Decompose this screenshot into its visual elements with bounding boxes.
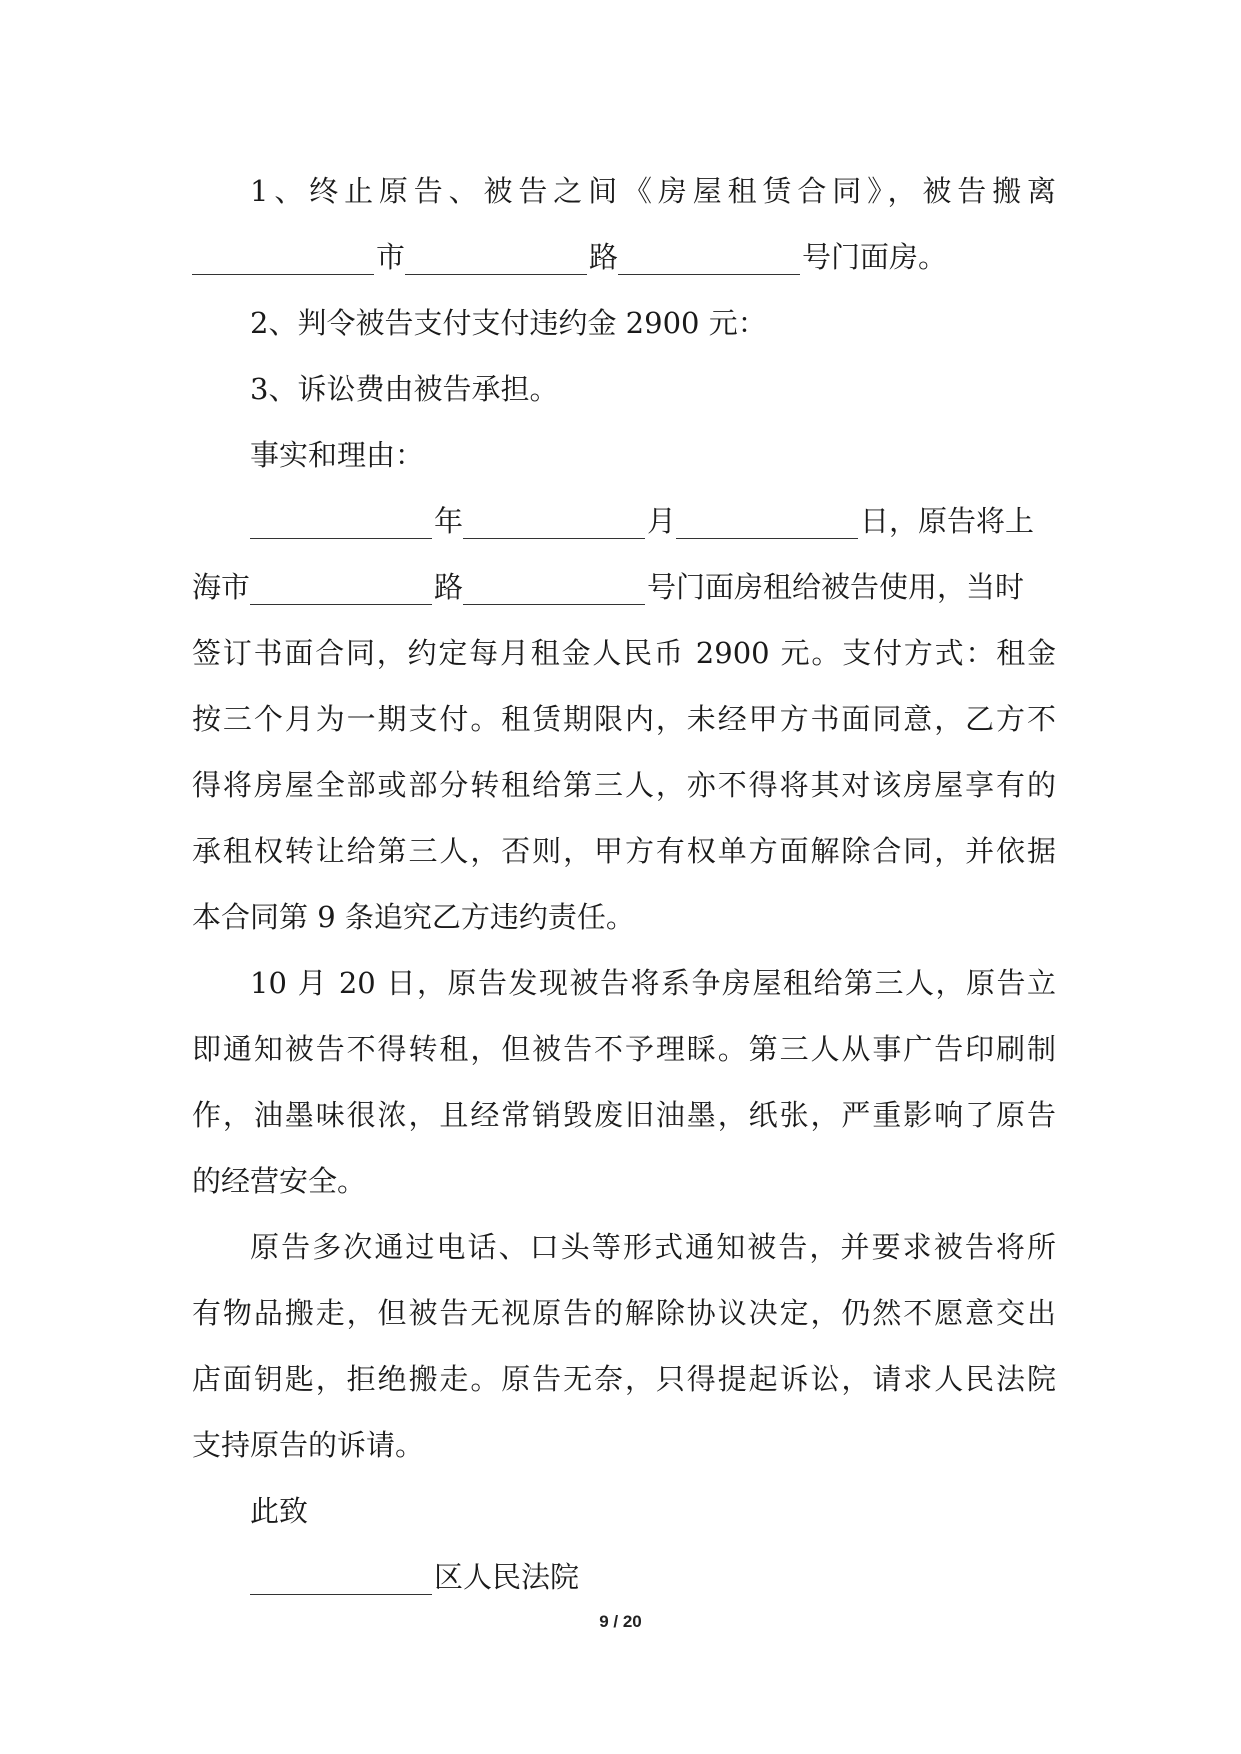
month-suffix: 月 [647,504,677,538]
claim-item-1-address [192,224,1056,290]
day-rest: 日，原告将上 [860,504,1035,538]
court-suffix: 区人民法院 [434,1560,580,1594]
facts-line-2-road: 路 [434,570,464,604]
document-body [192,158,1056,1610]
blank-number [618,273,800,275]
facts-line-2-end: 号门面房租给被告使用，当时 [647,570,1025,604]
paragraph-2-line-4: 的经营安全。 [192,1164,367,1198]
blank-road [405,273,587,275]
address-end: 号门面房。 [802,240,948,274]
paragraph-2-line-2: 即通知被告不得转租，但被告不予理睬。第三人从事广告印刷制 [192,1032,1056,1066]
closing-salutation: 此致 [250,1494,309,1528]
blank-district [250,1593,432,1595]
facts-line-6: 承租权转让给第三人，否则，甲方有权单方面解除合同，并依据 [192,834,1056,868]
claim-item-1: 1、终止原告、被告之间《房屋租赁合同》，被告搬离 [250,174,1056,208]
paragraph-3-line-3: 店面钥匙，拒绝搬走。原告无奈，只得提起诉讼，请求人民法院 [192,1362,1056,1396]
paragraph-3-line-1: 原告多次通过电话、口头等形式通知被告，并要求被告将所 [250,1230,1056,1264]
paragraph-3-line-2: 有物品搬走，但被告无视原告的解除协议决定，仍然不愿意交出 [192,1296,1056,1330]
facts-line-1 [192,488,1056,554]
blank-city [192,273,374,275]
road-suffix: 路 [589,240,619,274]
blank-day [676,537,858,539]
court-addressee [192,1544,1056,1610]
page-number: 9 / 20 [599,1612,642,1631]
claim-item-2: 2、判令被告支付支付违约金 2900 元： [250,306,767,340]
claim-item-3: 3、诉讼费由被告承担。 [250,372,559,406]
facts-line-4: 按三个月为一期支付。租赁期限内，未经甲方书面同意，乙方不 [192,702,1056,736]
paragraph-2-line-3: 作，油墨味很浓，且经常销毁废旧油墨，纸张，严重影响了原告 [192,1098,1056,1132]
blank-year [250,537,432,539]
year-suffix: 年 [434,504,464,538]
facts-line-3: 签订书面合同，约定每月租金人民币 2900 元。支付方式：租金 [192,636,1056,670]
city-suffix: 市 [376,240,406,274]
blank-number-2 [463,603,645,605]
facts-line-2-start: 海市 [192,570,251,604]
paragraph-2-line-1: 10 月 20 日，原告发现被告将系争房屋租给第三人，原告立 [250,966,1056,1000]
facts-heading: 事实和理由： [250,438,425,472]
facts-line-5: 得将房屋全部或部分转租给第三人，亦不得将其对该房屋享有的 [192,768,1056,802]
facts-line-7: 本合同第 9 条追究乙方违约责任。 [192,900,635,934]
facts-line-2 [192,554,1056,620]
blank-month [463,537,645,539]
paragraph-3-line-4: 支持原告的诉请。 [192,1428,425,1462]
blank-road-2 [250,603,432,605]
